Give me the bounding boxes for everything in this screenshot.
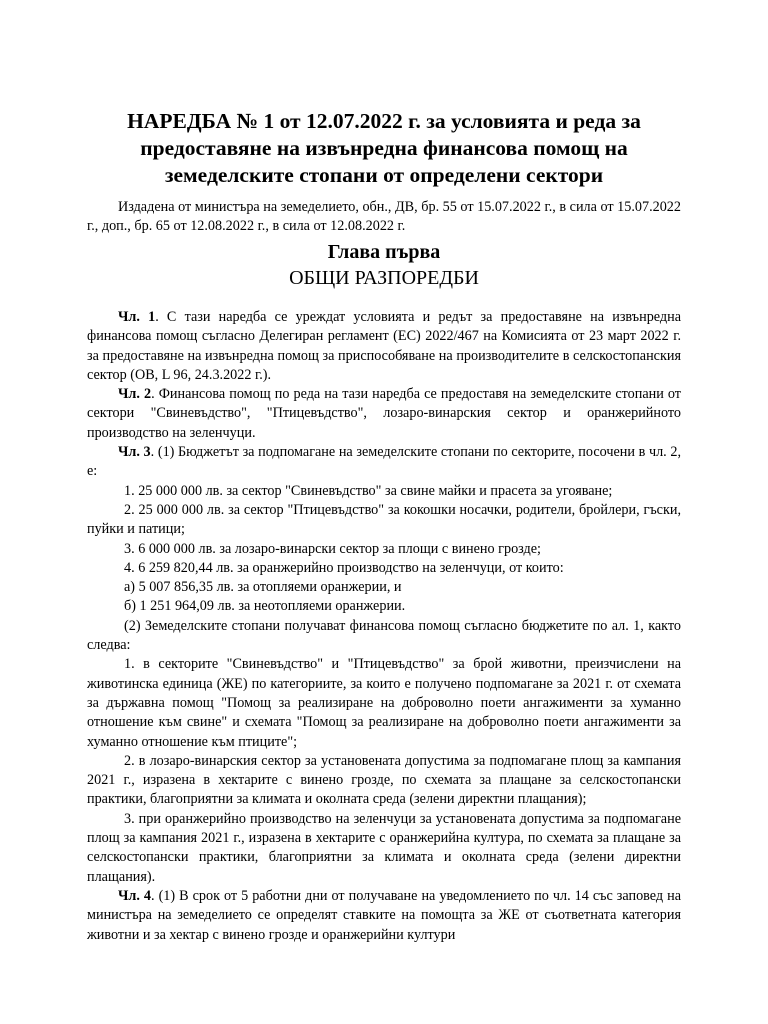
- article-3-item: 3. 6 000 000 лв. за лозаро-винарски сектор за площи с винено грозде;: [124, 540, 541, 557]
- article-label: Чл. 1: [118, 309, 156, 325]
- article-text: . (1) Бюджетът за подпомагане на земеделските стопани по секторите, посочени в чл. 2, е:: [87, 444, 681, 480]
- issued-note: Издадена от министъра на земеделието, обн., ДВ, бр. 55 от 15.07.2022 г., в сила от 15.07.2022 г., доп., бр. 65 от 12.08.2022 г., в сила от 12.08.2022 г.: [87, 199, 681, 234]
- article-text: . Финансова помощ по реда на тази наредба се предоставя на земеделските стопани от сектори "Свиневъдство", "Птицевъдство", лозаро-винарския сектор и оранжерийното производство на зеленчуци.: [87, 386, 681, 441]
- article-3-item: 1. в секторите "Свиневъдство" и "Птицевъдство" за брой животни, преизчислени на животинска единица (ЖЕ) по категориите, за които е получено подпомагане за 2021 г. от схемата за държавна помощ "Помощ за реализиране на доброволно поети ангажименти за хуманно отношение към свине" и схемата "Помощ за реализиране на доброволно поети ангажименти за хуманно отношение към птиците";: [87, 656, 681, 750]
- chapter-number: Глава първа: [327, 241, 441, 263]
- article-text: . (1) В срок от 5 работни дни от получаване на уведомлението по чл. 14 със заповед на министъра на земеделието се определят ставките на помощта за ЖЕ от съответната категория животни и за хектар с винено грозде и оранжерийни култури: [87, 887, 682, 943]
- document-title: НАРЕДБА № 1 от 12.07.2022 г. за условията и реда за предоставяне на извънредна финансова помощ на земеделските стопани от определени сектори: [127, 109, 641, 187]
- article-3-item: 4. 6 259 820,44 лв. за оранжерийно производство на зеленчуци, от които:: [124, 559, 564, 576]
- article-4: [87, 887, 681, 945]
- article-3-item: 3. при оранжерийно производство на зеленчуци за установената допустима за подпомагане площ за кампания 2021 г., изразена в хектарите с оранжерийна култура, по схемата за плащане за селскостопански практики, благоприятни за климата и околната среда (зелени директни плащания).: [87, 810, 681, 885]
- article-3-item: 2. в лозаро-винарския сектор за установената допустима за подпомагане площ за кампания 2021 г., изразена в хектарите с винено грозде, по схемата за плащане за селскостопански практики, благоприятни за климата и околната среда (зелени директни плащания);: [87, 752, 681, 808]
- article-label: Чл. 4: [118, 887, 152, 904]
- article-3-subitem: б) 1 251 964,09 лв. за неотопляеми оранжерии.: [124, 598, 406, 615]
- article-3-item: 1. 25 000 000 лв. за сектор "Свиневъдство" за свине майки и прасета за угояване;: [124, 482, 613, 499]
- article-label: Чл. 2: [118, 386, 152, 403]
- article-label: Чл. 3: [118, 444, 151, 461]
- document-page: [87, 108, 681, 945]
- article-3-subitem: а) 5 007 856,35 лв. за отопляеми оранжерии, и: [124, 579, 402, 596]
- article-3: [87, 443, 681, 482]
- article-2: [87, 385, 681, 443]
- document-body: [87, 308, 681, 945]
- article-3-item: 2. 25 000 000 лв. за сектор "Птицевъдство" за кокошки носачки, родители, бройлери, гъски, пуйки и патици;: [87, 501, 681, 538]
- article-3-paragraph-2: (2) Земеделските стопани получават финансова помощ съгласно бюджетите по ал. 1, както следва:: [87, 617, 681, 654]
- article-1: [87, 308, 681, 385]
- article-text: . С тази наредба се уреждат условията и редът за предоставяне на извънредна финансова помощ съгласно Делегиран регламент (ЕС) 2022/467 на Комисията от 23 март 2022 г. за предоставяне на извънредна помощ за приспособяване на производителите в селскостопанския сектор (ОВ, L 96, 24.3.2022 г.).: [87, 309, 682, 383]
- chapter-name: ОБЩИ РАЗПОРЕДБИ: [289, 267, 479, 289]
